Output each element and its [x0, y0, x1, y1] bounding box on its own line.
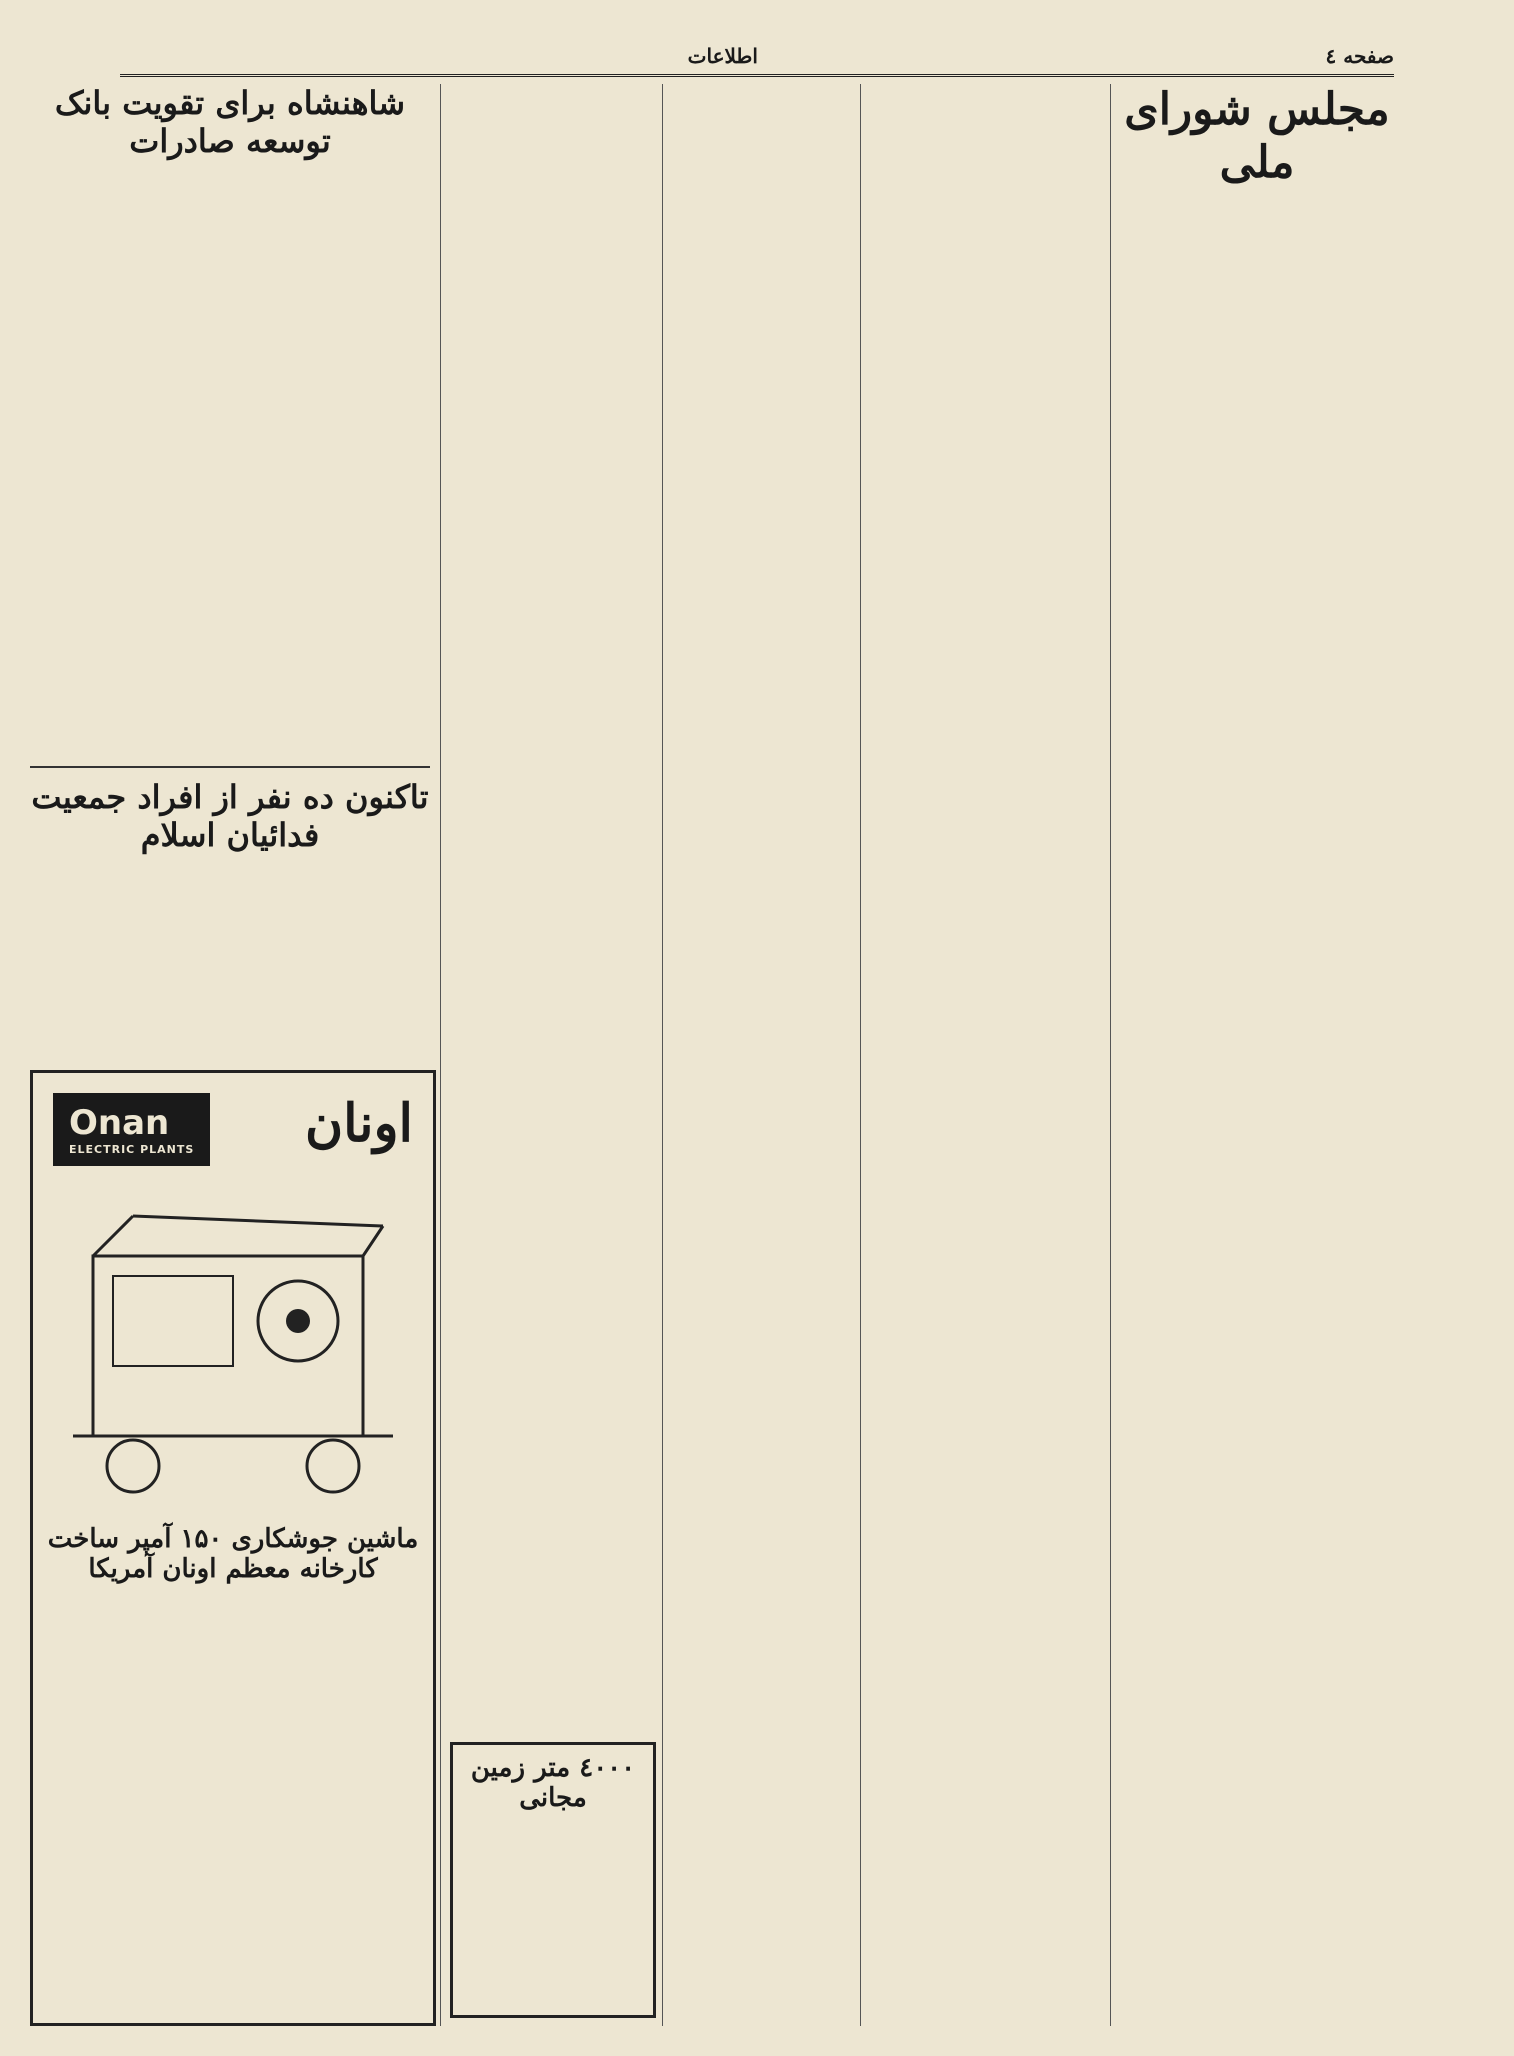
- onan-logo: [53, 1093, 210, 1166]
- column-divider: [1110, 84, 1111, 2026]
- onan-ad: [30, 1070, 436, 2026]
- ad-brand: اونان: [304, 1093, 413, 1154]
- ad-body: [453, 1813, 653, 1829]
- land-ad: [450, 1742, 656, 2018]
- paper-name: اطلاعات: [687, 44, 758, 68]
- divider: [30, 766, 430, 768]
- article-title: مجلس شورای ملی: [1124, 84, 1390, 188]
- column-mid2: [672, 84, 852, 2026]
- page-label: صفحه ٤: [1325, 44, 1394, 68]
- column-fedaian-article: [30, 756, 430, 1050]
- column-divider: [860, 84, 861, 2026]
- masthead: [120, 38, 1394, 77]
- column-divider: [440, 84, 441, 2026]
- ad-headline: ٤٠٠٠ متر زمین مجانی: [470, 1753, 636, 1813]
- column-divider: [662, 84, 663, 2026]
- column-majlis: [1122, 84, 1392, 2026]
- column-mid1: [870, 84, 1102, 2026]
- welding-machine-illustration: [53, 1186, 413, 1516]
- logo-text: Onan: [69, 1103, 170, 1143]
- article-title: تاکنون ده نفر از افراد جمعیت فدائیان اسلام: [31, 778, 429, 855]
- article-title: شاهنشاه برای تقویت بانک توسعه صادرات: [54, 84, 406, 161]
- column-mid3: [450, 84, 654, 1736]
- ad-headline: ماشین جوشکاری ۱۵۰ آمپر ساخت کارخانه معظم اونان آمریکا: [47, 1524, 419, 1584]
- logo-subtext: ELECTRIC PLANTS: [69, 1143, 195, 1156]
- ad-header: [33, 1073, 433, 1186]
- column-shah-article: [30, 84, 430, 744]
